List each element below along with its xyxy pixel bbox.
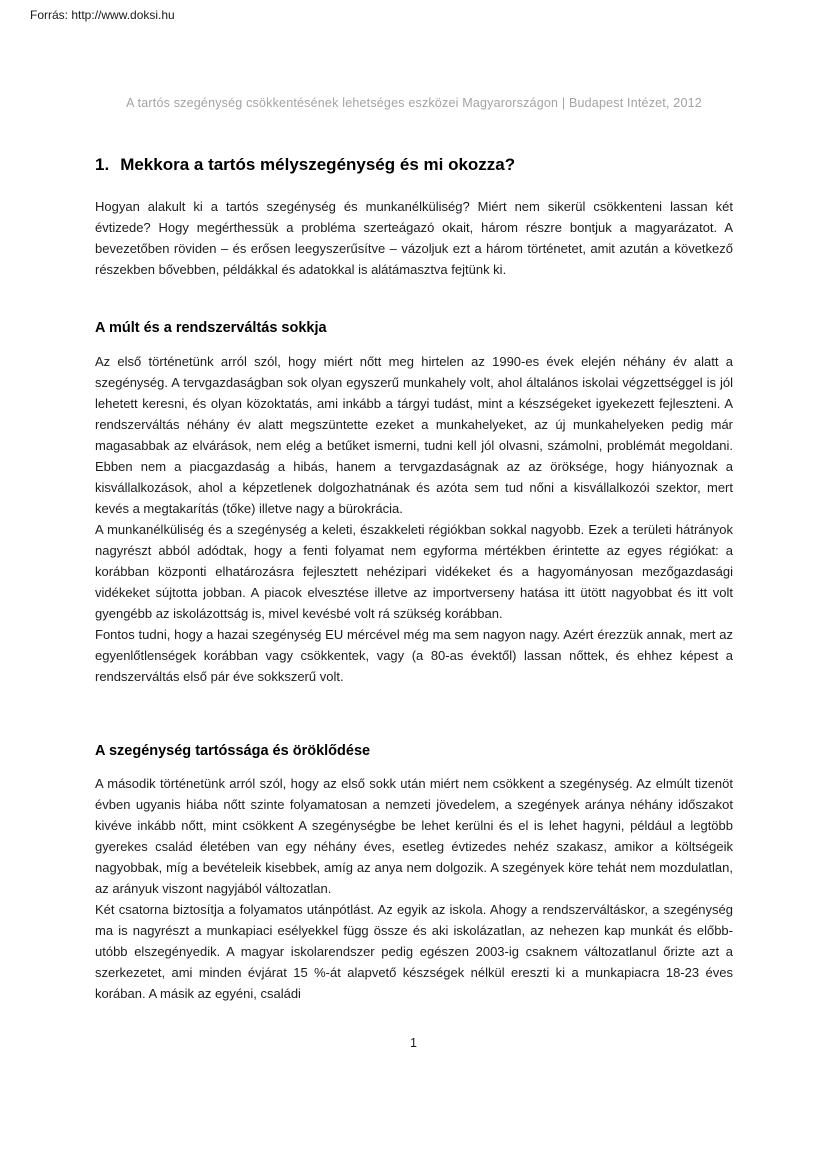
running-header: A tartós szegénység csökkentésének lehetséges eszközei Magyarországon | Budapest Intézet, 2012 xyxy=(126,96,702,110)
section-past-shock-body xyxy=(95,351,733,687)
section-persistence-body xyxy=(95,773,733,1004)
paragraph: Két csatorna biztosítja a folyamatos utánpótlást. Az egyik az iskola. Ahogy a rendszerváltáskor, a szegénység ma is nagyrészt a munkapiaci esélyekkel függ össze és aki iskolázatlan, az nehezen kap munkát és előbb-utóbb elszegényedik. A magyar iskolarendszer pedig egészen 2003-ig csaknem változatlanul őrizte azt a szerkezetet, ami minden évjárat 15 %-át alapvető készségek nélkül ereszti ki a munkapiacra 18-23 éves korában. A másik az egyéni, családi xyxy=(95,902,733,1001)
paragraph: Fontos tudni, hogy a hazai szegénység EU mércével még ma sem nagyon nagy. Azért érezzük annak, mert az egyenlőtlenségek korábban vagy csökkentek, vagy (a 80-as évektől) lassan nőttek, és ehhez képest a rendszerváltás első pár éve sokkszerű volt. xyxy=(95,627,733,684)
paragraph: Az első történetünk arról szól, hogy miért nőtt meg hirtelen az 1990-es évek elején néhány év alatt a szegénység. A tervgazdaságban sok olyan egyszerű munkahely volt, ahol általános iskolai végzettséggel is jól lehetett keresni, és olyan közoktatás, ami inkább a tárgyi tudást, mint a készségeket igyekezett fejleszteni. A rendszerváltás néhány év alatt megszüntette ezeket a munkahelyeket, az új munkahelyeken pedig már magasabbak az elvárások, nem elég a betűket ismerni, tudni kell jól olvasni, számolni, problémát megoldani. Ebben nem a piacgazdaság a hibás, hanem a tervgazdaságnak az az öröksége, hogy hiányoznak a kisvállalkozások, ahol a képzetlenek dolgozhatnának és azóta sem tud nőni a kisvállalkozói szektor, mert kevés a megtakarítás (tőke) illetve nagy a bürokrácia. xyxy=(95,354,733,516)
intro-paragraph: Hogyan alakult ki a tartós szegénység és munkanélküliség? Miért nem sikerül csökkenteni lassan két évtizede? Hogy megérthessük a probléma szerteágazó okait, három részre bontjuk a magyarázatot. A bevezetőben röviden – és erősen leegyszerűsítve – vázoljuk ezt a három történetet, amit azután a következő részekben bővebben, példákkal és adatokkal is alátámasztva fejtünk ki. xyxy=(95,199,733,277)
section-heading-past-shock: A múlt és a rendszerváltás sokkja xyxy=(95,320,327,336)
section-heading-persistence: A szegénység tartóssága és öröklődése xyxy=(95,743,371,759)
title-text: Mekkora a tartós mélyszegénység és mi okozza? xyxy=(120,155,516,174)
paragraph: A második történetünk arról szól, hogy az első sokk után miért nem csökkent a szegénység. Az elmúlt tizenöt évben ugyanis hiába nőtt szinte folyamatosan a nemzeti jövedelem, a szegények aránya néhány időszakot kivéve inkább nőtt, mint csökkent A szegénységbe be lehet kerülni és el is lehet hagyni, például a legtöbb gyerekes család életében van egy néhány éves, esetleg évtizedes nehéz szakasz, amikor a költségeik nagyobbak, míg a bevételeik kisebbek, amíg az anya nem dolgozik. A szegények köre tehát nem mozdulatlan, az arányuk viszont nagyjából változatlan. xyxy=(95,776,733,896)
paragraph: A munkanélküliség és a szegénység a keleti, északkeleti régiókban sokkal nagyobb. Ezek a területi hátrányok nagyrészt abból adódtak, hogy a fenti folyamat nem egyforma mértékben érintette az egyes régiókat: a korábban központi elhatározásra fejlesztett nehézipari vidékeket és a hagyományosan mezőgazdasági vidékeket sújtotta jobban. A piacok elvesztése illetve az importverseny hatása itt ütött nagyobbat és itt volt gyengébb az iskolázottság is, mivel kevésbé volt rá szükség korábban. xyxy=(95,522,733,621)
intro-block xyxy=(95,196,733,280)
page-number: 1 xyxy=(410,1036,417,1050)
page-title xyxy=(95,155,733,175)
title-number: 1. xyxy=(95,155,110,174)
source-note: Forrás: http://www.doksi.hu xyxy=(30,8,175,22)
